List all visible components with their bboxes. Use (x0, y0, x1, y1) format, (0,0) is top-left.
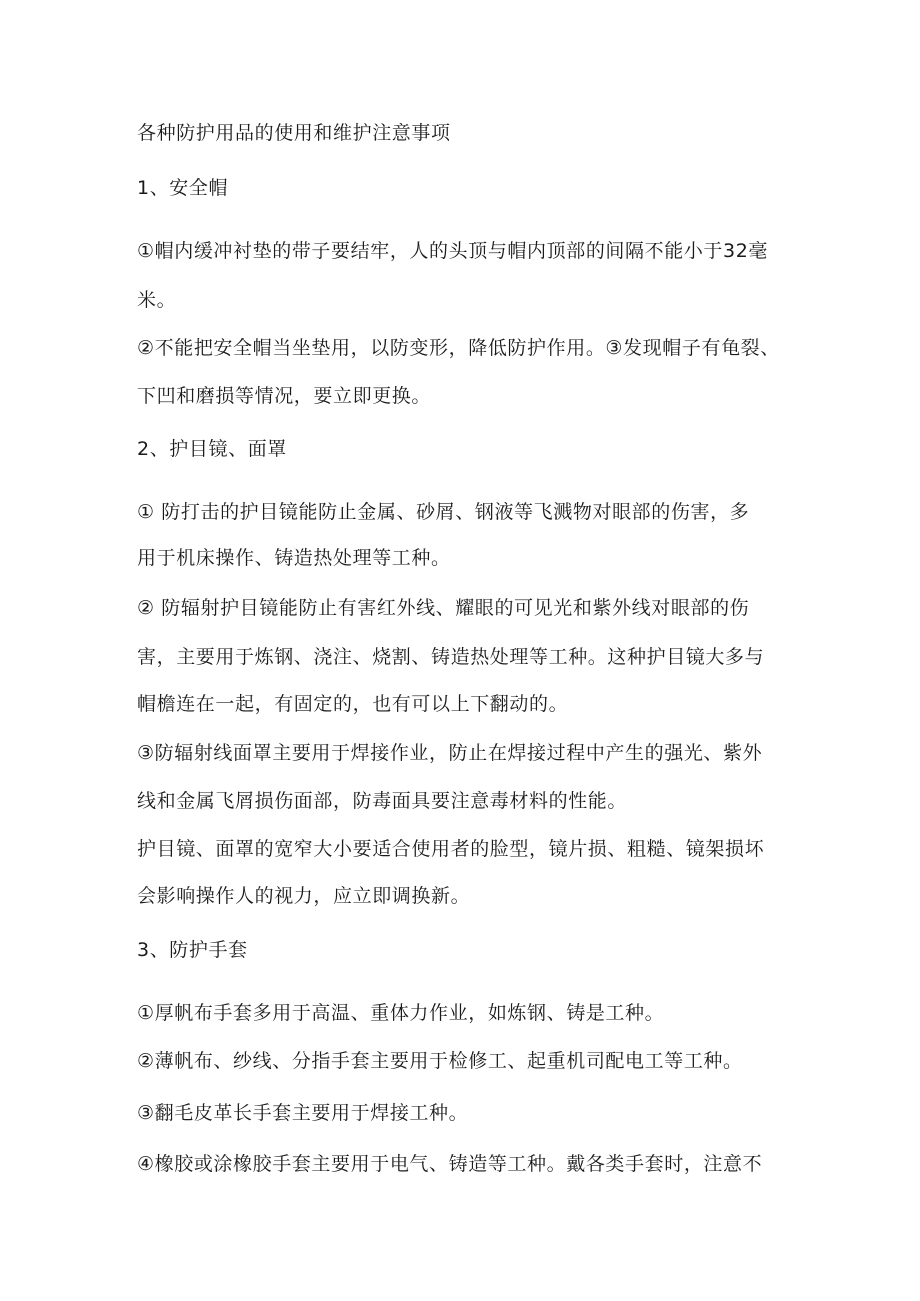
paragraph-line: 会影响操作人的视力，应立即调换新。 (137, 885, 471, 907)
paragraph-line: 护目镜、面罩的宽窄大小要适合使用者的脸型，镜片损、粗糙、镜架损坏 (137, 838, 765, 860)
document-title: 各种防护用品的使用和维护注意事项 (137, 122, 451, 144)
paragraph-line: ② 防辐射护目镜能防止有害红外线、耀眼的可见光和紫外线对眼部的伤 (137, 597, 750, 619)
paragraph-line: 害，主要用于炼钢、浇注、烧割、铸造热处理等工种。这种护目镜大多与 (137, 646, 765, 668)
paragraph-line: ②不能把安全帽当坐垫用，以防变形，降低防护作用。③发现帽子有龟裂、 (137, 337, 780, 359)
paragraph-line: 下凹和磨损等情况，要立即更换。 (137, 385, 432, 407)
paragraph-line: ③防辐射线面罩主要用于焊接作业，防止在焊接过程中产生的强光、紫外 (137, 742, 763, 764)
paragraph-line: 米。 (137, 289, 177, 311)
paragraph-line: 线和金属飞屑损伤面部，防毒面具要注意毒材料的性能。 (137, 790, 628, 812)
section-heading: 1、安全帽 (137, 177, 229, 199)
paragraph-line: ②薄帆布、纱线、分指手套主要用于检修工、起重机司配电工等工种。 (137, 1050, 743, 1072)
section-heading: 2、护目镜、面罩 (137, 438, 287, 460)
paragraph-line: 帽檐连在一起，有固定的，也有可以上下翻动的。 (137, 693, 569, 715)
paragraph-line: ③翻毛皮革长手套主要用于焊接工种。 (137, 1102, 469, 1124)
paragraph-line: ① 防打击的护目镜能防止金属、砂屑、钢液等飞溅物对眼部的伤害，多 (137, 501, 750, 523)
paragraph-line: ①帽内缓冲衬垫的带子要结牢，人的头顶与帽内顶部的间隔不能小于32毫 (137, 240, 769, 262)
paragraph-line: ①厚帆布手套多用于高温、重体力作业，如炼钢、铸是工种。 (137, 1002, 665, 1024)
paragraph-line: ④橡胶或涂橡胶手套主要用于电气、铸造等工种。戴各类手套时，注意不 (137, 1153, 763, 1175)
section-heading: 3、防护手套 (137, 939, 248, 961)
paragraph-line: 用于机床操作、铸造热处理等工种。 (137, 547, 451, 569)
